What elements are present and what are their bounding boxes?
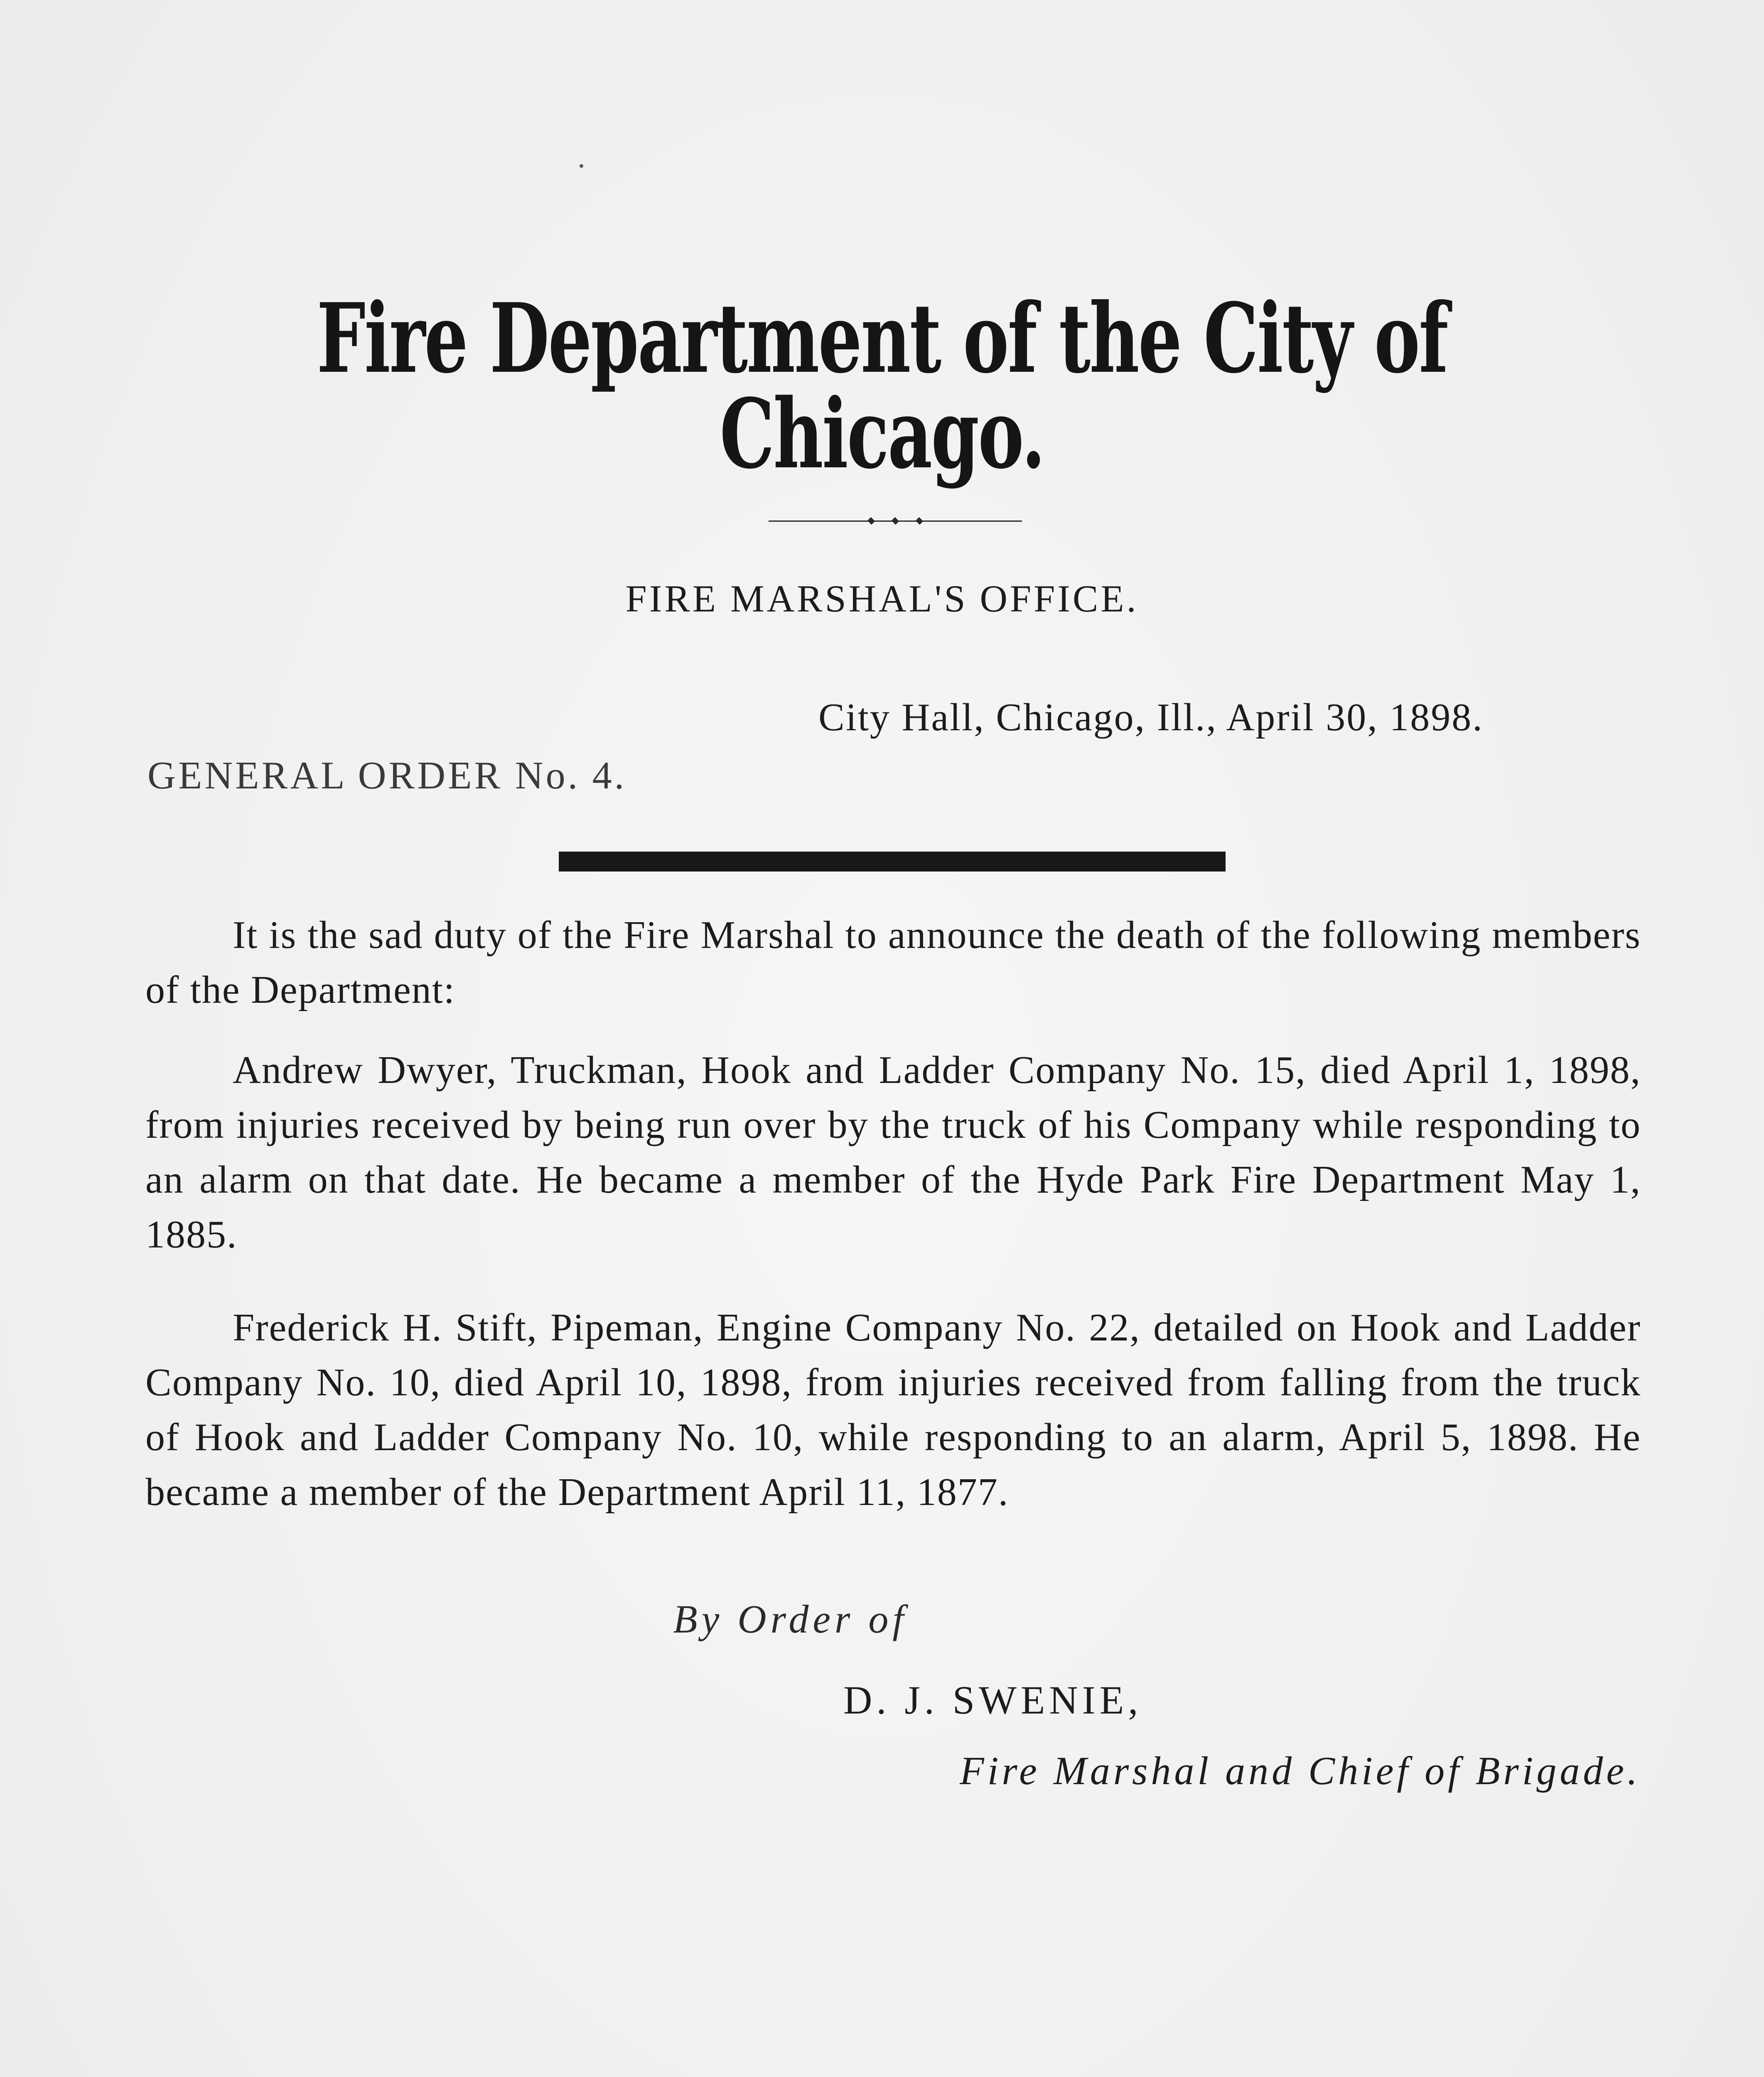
general-order-number: GENERAL ORDER No. 4.: [147, 754, 627, 797]
ink-speck: [580, 164, 583, 168]
announcement-paragraph: [145, 908, 1641, 1017]
obituary-paragraph-stift: [145, 1300, 1641, 1520]
closing-by-order: By Order of: [673, 1597, 908, 1641]
obituary-text-dwyer: Andrew Dwyer, Truckman, Hook and Ladder Company No. 15, died April 1, 1898, from injuries received by being run over by the truck of his Company while responding to an alarm on that date. He became a member of the Hyde Park Fire Department May 1, 1885.: [145, 1048, 1641, 1256]
announcement-text: It is the sad duty of the Fire Marshal to announce the death of the following members of the Department:: [145, 913, 1641, 1011]
signer-title: Fire Marshal and Chief of Brigade.: [960, 1748, 1641, 1793]
signer-name: D. J. SWENIE,: [843, 1678, 1142, 1722]
dateline: City Hall, Chicago, Ill., April 30, 1898.: [818, 696, 1484, 739]
obituary-paragraph-dwyer: [145, 1043, 1641, 1262]
obituary-text-stift: Frederick H. Stift, Pipeman, Engine Company No. 22, detailed on Hook and Ladder Company No. 10, died April 10, 1898, from injuries received from falling from the truck of Hook and Ladder Company No. 10, while responding to an alarm, April 5, 1898. He became a member of the Department April 11, 1877.: [145, 1306, 1641, 1514]
ornamental-divider: [769, 517, 1022, 525]
heavy-rule-divider: [559, 852, 1226, 872]
office-heading: FIRE MARSHAL'S OFFICE.: [625, 577, 1139, 620]
masthead-title: Fire Department of the City of Chicago.: [317, 282, 1447, 490]
